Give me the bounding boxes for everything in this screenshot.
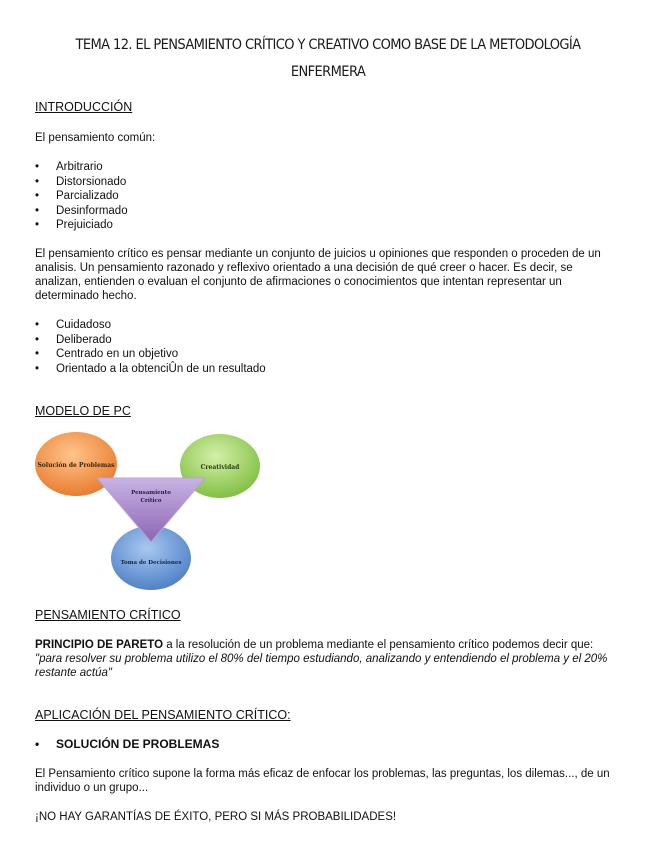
critical-thinking-label-line2: Crítico: [140, 498, 162, 504]
common-thought-label: El pensamiento común:: [35, 132, 156, 144]
problem-solving-subheading: • SOLUCIÓN DE PROBLEMAS: [35, 737, 219, 752]
list-item: • Orientado a la obtenciÛn de un resultado: [35, 362, 266, 377]
pareto-quote: "para resolver su problema utilizo el 80% del tiempo estudiando, analizando y entendiendo el problema y el 20% restante actúa": [35, 653, 608, 679]
critical-thinking-label-line1: Pensamiento: [131, 490, 171, 496]
model-heading: MODELO DE PC: [35, 404, 131, 418]
critical-thinking-model-diagram: [35, 430, 275, 595]
list-item: • Centrado en un objetivo: [35, 347, 266, 362]
document-title: [40, 32, 616, 86]
list-item: • Cuidadoso: [35, 318, 266, 333]
application-heading: APLICACIÓN DEL PENSAMIENTO CRÍTICO:: [35, 708, 291, 722]
list-item: • Distorsionado: [35, 175, 128, 190]
list-item: • Desinformado: [35, 204, 128, 219]
list-item: • Deliberado: [35, 333, 266, 348]
title-line-1: TEMA 12. EL PENSAMIENTO CRÍTICO Y CREATIVO COMO BASE DE LA METODOLOGÍA: [75, 37, 581, 53]
critical-thinking-definition: El pensamiento crítico es pensar mediante un conjunto de juicios u opiniones que responden o proceden de un analisis. Un pensamiento razonado y reflexivo orientado a una decisión de qué creer o hacer. Es decir, se analizan, entienden o evaluan el conjunto de afirmaciones o conocimientos que intentan representar un determinado hecho.: [35, 248, 601, 302]
title-line-2: ENFERMERA: [290, 64, 366, 80]
problem-solving-label: Solución de Problemas: [37, 462, 115, 469]
problem-solving-text: El Pensamiento crítico supone la forma más eficaz de enfocar los problemas, las preguntas, los dilemas..., de un individuo o un grupo...: [35, 768, 610, 794]
decision-making-label: Toma de Decisiones: [120, 560, 182, 566]
list-item: • Arbitrario: [35, 160, 128, 175]
list-item: • Prejuiciado: [35, 218, 128, 233]
critical-thinking-heading: PENSAMIENTO CRÍTICO: [35, 608, 181, 622]
common-thought-list: [35, 160, 128, 233]
creativity-label: Creatividad: [200, 464, 240, 471]
critical-thinking-list: [35, 318, 266, 376]
closing-statement: ¡NO HAY GARANTÍAS DE ÉXITO, PERO SI MÁS PROBABILIDADES!: [35, 811, 397, 823]
intro-heading: INTRODUCCIÓN: [35, 100, 133, 114]
list-item: • Parcializado: [35, 189, 128, 204]
pareto-paragraph: [35, 638, 620, 680]
pareto-text: a la resolución de un problema mediante el pensamiento crítico podemos decir que:: [163, 639, 594, 651]
critical-thinking-triangle: [97, 478, 205, 542]
pareto-title: PRINCIPIO DE PARETO: [35, 639, 164, 651]
application-list: [35, 737, 219, 752]
